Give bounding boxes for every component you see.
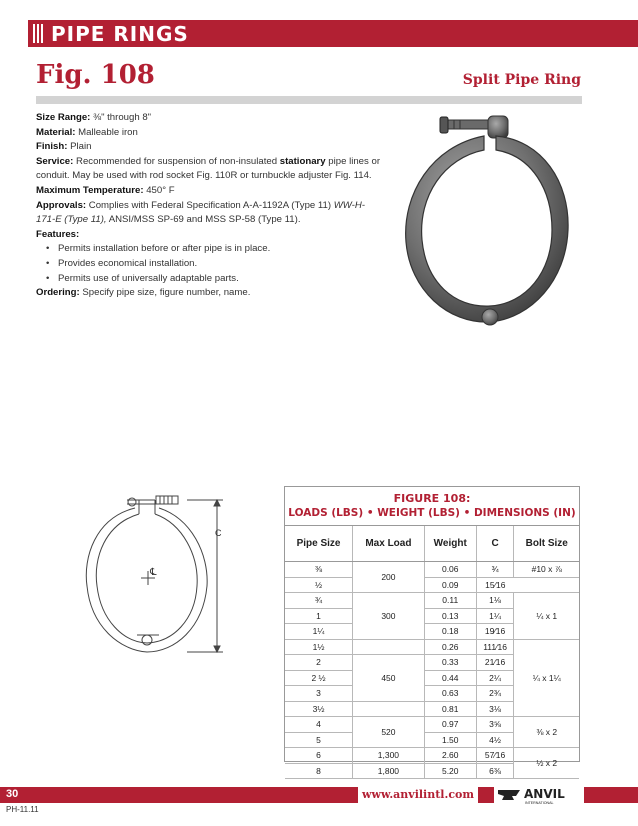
feature-item: • Permits installation before or after pipe is in place.: [46, 242, 381, 257]
pipe-ring-drawing: [75, 478, 240, 668]
column-header: Pipe Size: [285, 526, 353, 562]
table-title: FIGURE 108: LOADS (LBS) • WEIGHT (LBS) • DIMENSIONS (IN): [288, 492, 576, 519]
table-cell: [353, 701, 425, 717]
table-cell: 21⁄16: [476, 655, 514, 671]
section-banner: [28, 20, 638, 47]
table-cell: 1.50: [424, 732, 476, 748]
table-cell: 3⅝: [476, 717, 514, 733]
spec-material: Material: Malleable iron: [36, 126, 138, 138]
features-list: [36, 242, 381, 286]
spec-service: Service: Recommended for suspension of non-insulated stationary pipe lines or conduit. May be used with rod socket Fig. 110R or turnbuckle adjuster Fig. 114.: [36, 155, 381, 182]
table-cell: ¼ x 1: [514, 593, 579, 640]
column-header: Max Load: [353, 526, 425, 562]
bolt-icon: [440, 116, 508, 138]
centerline-label: ℄: [150, 567, 157, 578]
table-cell: 15⁄16: [476, 577, 514, 593]
table-cell: 111⁄16: [476, 639, 514, 655]
spec-size-range: Size Range: ⅜" through 8": [36, 112, 152, 123]
table-cell: 5.20: [424, 763, 476, 779]
table-cell: 0.18: [424, 624, 476, 640]
table-cell: ¼ x 1¼: [514, 639, 579, 717]
svg-text:INTERNATIONAL: INTERNATIONAL: [525, 801, 554, 805]
spec-features: Features:: [36, 228, 80, 240]
title-rule: [36, 96, 582, 104]
table-cell: 2.60: [424, 748, 476, 764]
table-cell: ¾: [285, 593, 353, 609]
table-row: [285, 748, 579, 764]
table-cell: 57⁄16: [476, 748, 514, 764]
table-cell: ⅜: [285, 562, 353, 578]
table-row: [285, 593, 579, 609]
table-cell: 8: [285, 763, 353, 779]
table-cell: 520: [353, 717, 425, 748]
table-cell: 0.44: [424, 670, 476, 686]
table-cell: 1,800: [353, 763, 425, 779]
svg-text:ANVIL: ANVIL: [524, 787, 565, 801]
column-header: C: [476, 526, 514, 562]
feature-item: • Permits use of universally adaptable parts.: [46, 272, 381, 287]
table-cell: 0.11: [424, 593, 476, 609]
table-cell: 3⅛: [476, 701, 514, 717]
specs-table: [284, 486, 580, 776]
dim-label: C: [215, 528, 222, 538]
table-cell: 6⅜: [476, 763, 514, 779]
table-cell: 0.63: [424, 686, 476, 702]
banner-title: PIPE RINGS: [51, 21, 189, 46]
specifications: [36, 111, 381, 301]
figure-name: Split Pipe Ring: [462, 72, 581, 88]
table-header-row: [285, 526, 579, 562]
table-cell: 0.26: [424, 639, 476, 655]
table-cell: 0.09: [424, 577, 476, 593]
feature-item: • Provides economical installation.: [46, 257, 381, 272]
table-row: [285, 577, 579, 593]
table-cell: ¾: [476, 562, 514, 578]
table-cell: 3: [285, 686, 353, 702]
table-cell: 19⁄16: [476, 624, 514, 640]
table-cell: 0.81: [424, 701, 476, 717]
table-row: [285, 639, 579, 655]
table-cell: 0.33: [424, 655, 476, 671]
table-cell: 0.97: [424, 717, 476, 733]
table-cell: 0.13: [424, 608, 476, 624]
table-row: [285, 717, 579, 733]
table-cell: 1¼: [285, 624, 353, 640]
table-cell: 1: [285, 608, 353, 624]
spec-approvals: Approvals: Complies with Federal Specification A-A-1192A (Type 11) WW-H-171-E (Type 11), ANSI/MSS SP-69 and MSS SP-58 (Type 11).: [36, 199, 366, 226]
table-cell: 0.06: [424, 562, 476, 578]
table-cell: ½: [285, 577, 353, 593]
table-cell: 1½: [285, 639, 353, 655]
table-cell: 2¾: [476, 686, 514, 702]
website-link[interactable]: www.anvilintl.com: [358, 787, 478, 803]
document-code: PH-11.11: [6, 805, 39, 814]
table-cell: 200: [353, 562, 425, 593]
spec-ordering: Ordering: Specify pipe size, figure number, name.: [36, 287, 251, 299]
table-cell: 6: [285, 748, 353, 764]
anvil-logo-icon: [494, 784, 584, 806]
table-cell: 2¼: [476, 670, 514, 686]
table-cell: [353, 639, 425, 655]
spec-finish: Finish: Plain: [36, 141, 92, 153]
banner-stripes: [33, 24, 43, 43]
table-cell: 1¼: [476, 608, 514, 624]
table-cell: 450: [353, 655, 425, 702]
figure-number: Fig. 108: [36, 60, 155, 90]
table-cell: 4½: [476, 732, 514, 748]
table-cell: 2 ½: [285, 670, 353, 686]
column-header: Bolt Size: [514, 526, 579, 562]
table-cell: 300: [353, 593, 425, 640]
table-cell: ½ x 2: [514, 748, 579, 779]
column-header: Weight: [424, 526, 476, 562]
table-cell: 1⅛: [476, 593, 514, 609]
table-cell: #10 x ⅞: [514, 562, 579, 578]
spec-max-temperature: Maximum Temperature: 450° F: [36, 184, 175, 196]
dimensions-table: [285, 525, 579, 779]
table-cell: ⅜ x 2: [514, 717, 579, 748]
table-cell: 3½: [285, 701, 353, 717]
table-cell: 4: [285, 717, 353, 733]
table-cell: 2: [285, 655, 353, 671]
table-row: [285, 562, 579, 578]
table-cell: 5: [285, 732, 353, 748]
page-number: 30: [6, 788, 19, 800]
pipe-ring-photo: [392, 112, 582, 334]
table-cell: 1,300: [353, 748, 425, 764]
